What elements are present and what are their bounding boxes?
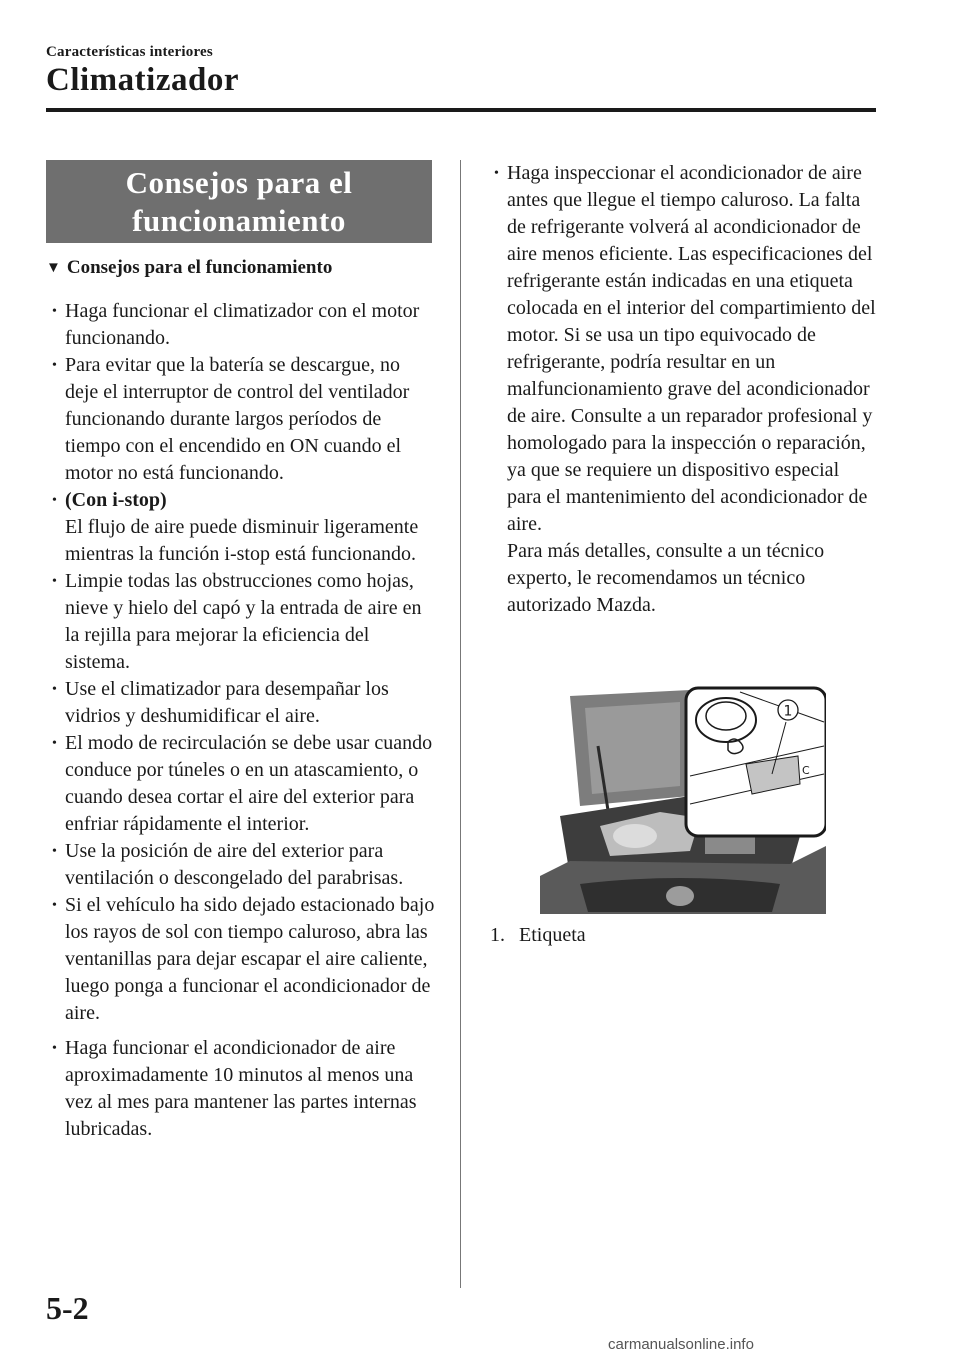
right-column (488, 160, 878, 619)
section-heading-box (46, 160, 432, 243)
section-heading-line1: Consejos para el (125, 164, 353, 200)
bullet-icon: • (52, 1041, 57, 1056)
bullet-icon: • (52, 682, 57, 697)
subheading (46, 257, 332, 279)
tips-list (46, 298, 436, 1143)
bullet-icon: • (52, 493, 57, 508)
column-divider (460, 160, 461, 1288)
caption-text: Etiqueta (519, 924, 586, 946)
bullet-icon: • (52, 358, 57, 373)
list-item: • (Con i-stop) El flujo de aire puede disminuir ligeramente mientras la función i-stop está funcionando. (46, 487, 436, 568)
label-mark: C (802, 764, 810, 777)
list-item: • Si el vehículo ha sido dejado estacionado bajo los rayos de sol con tiempo caluroso, abra las ventanillas para dejar escapar el aire caliente, luego ponga a funcionar el acondicionador de aire. (52, 894, 435, 1024)
bullet-icon: • (52, 574, 57, 589)
list-item: • Haga funcionar el climatizador con el motor funcionando. (52, 300, 420, 349)
list-item: • Haga inspeccionar el acondicionador de aire antes que llegue el tiempo caluroso. La falta de refrigerante volverá al acondicionador de aire menos eficiente. Las especificaciones del refrigerante están indicadas en una etiqueta colocada en el interior del compartimiento del motor. Si se usa un tipo equivocado de refrigerante, podría resultar en un malfuncionamiento grave del acondicionador de aire. Consulte a un reparador profesional y homologado para la inspección o reparación, ya que se requiere un dispositivo especial para el mantenimiento del acondicionador de aire. Para más detalles, consulte a un técnico experto, le recomendamos un técnico autorizado Mazda. (494, 162, 876, 616)
figure-caption (490, 924, 586, 947)
list-item: • Use el climatizador para desempañar los vidrios y deshumidificar el aire. (52, 678, 389, 727)
engine-compartment-illustration (540, 686, 826, 914)
page-number: 5-2 (46, 1290, 89, 1326)
bullet-icon: • (52, 844, 57, 859)
list-item: • Para evitar que la batería se descargue, no deje el interruptor de control del ventilador funcionando durante largos períodos de tiempo con el encendido en ON cuando el motor no está funcionando. (52, 354, 410, 484)
watermark: carmanualsonline.info (608, 1336, 754, 1353)
page-title: Climatizador (46, 62, 239, 98)
chapter-label: Características interiores (46, 44, 213, 60)
list-item: • Limpie todas las obstrucciones como hojas, nieve y hielo del capó y la entrada de aire en la rejilla para mejorar la eficiencia del sistema. (52, 570, 422, 673)
left-column (46, 298, 436, 1143)
bullet-icon: • (52, 304, 57, 319)
triangle-marker-icon: ▼ (46, 260, 61, 276)
item-heading: (Con i-stop) (65, 489, 167, 511)
caption-number: 1. (490, 924, 505, 946)
callout-number: 1 (783, 703, 793, 720)
list-item: • El modo de recirculación se debe usar cuando conduce por túneles o en un atascamiento, o cuando desea cortar el aire del exterior para enfriar rápidamente el interior. (52, 732, 433, 835)
list-item: • Haga funcionar el acondicionador de aire aproximadamente 10 minutos al menos una vez al mes para mantener las partes internas lubricadas. (52, 1037, 417, 1140)
bullet-icon: • (494, 166, 499, 181)
bullet-icon: • (52, 736, 57, 751)
list-item: • Use la posición de aire del exterior para ventilación o descongelado del parabrisas. (52, 840, 404, 889)
section-heading-line2: funcionamiento (132, 202, 346, 238)
subheading-text: Consejos para el funcionamiento (66, 257, 333, 278)
tips-list-continued (488, 160, 878, 619)
header-rule (46, 108, 876, 112)
bullet-icon: • (52, 898, 57, 913)
